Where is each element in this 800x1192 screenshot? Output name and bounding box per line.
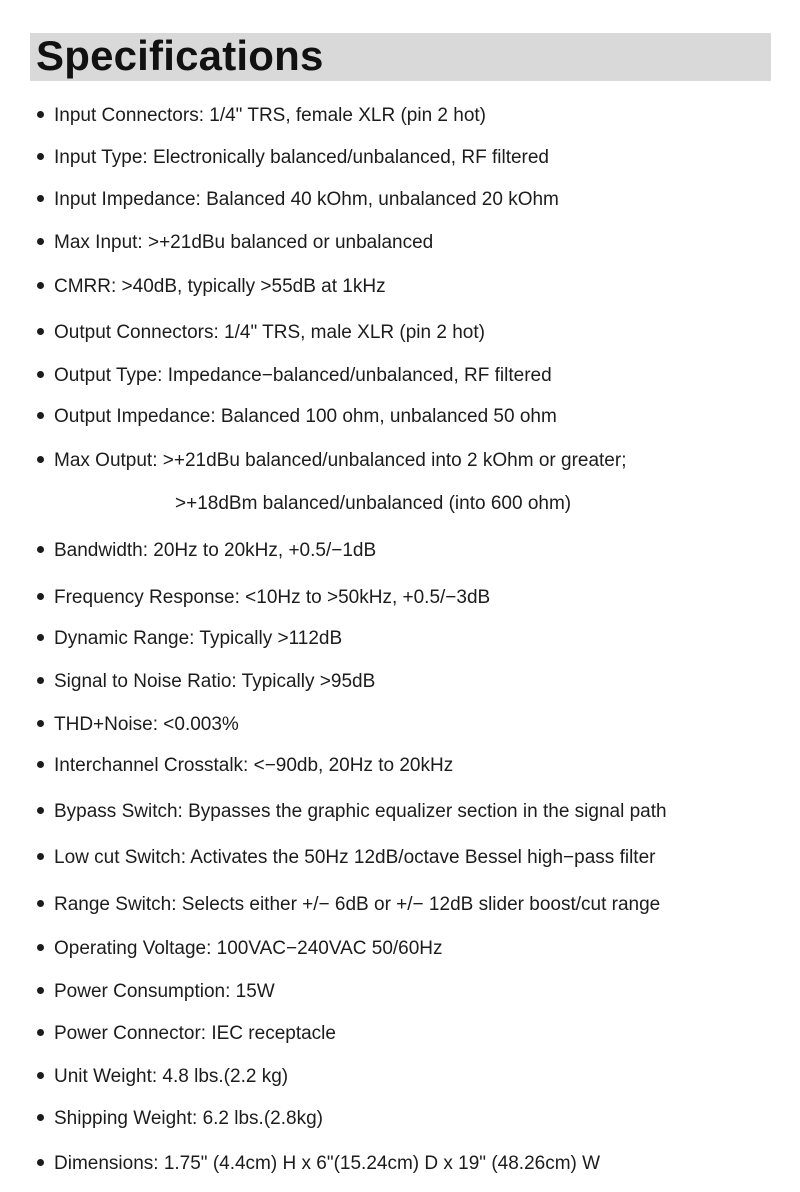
spec-item-input-type: [37, 146, 549, 170]
spec-item-max-output: [37, 449, 626, 473]
bullet-icon: [37, 546, 44, 553]
spec-item-input-impedance: [37, 188, 559, 212]
page-title: Specifications: [36, 32, 324, 79]
bullet-icon: [37, 807, 44, 814]
spec-item-max-output-continuation: >+18dBm balanced/unbalanced (into 600 ohm): [175, 493, 572, 514]
bullet-icon: [37, 412, 44, 419]
bullet-icon: [37, 677, 44, 684]
bullet-icon: [37, 900, 44, 907]
spec-item-power-consumption: [37, 980, 275, 1004]
spec-text: Range Switch: Selects either +/− 6dB or +/− 12dB slider boost/cut range: [54, 894, 661, 915]
spec-item-output-type: [37, 364, 552, 388]
spec-text: Unit Weight: 4.8 lbs.(2.2 kg): [54, 1066, 289, 1087]
spec-item-cmrr: [37, 275, 386, 299]
spec-text: Frequency Response: <10Hz to >50kHz, +0.5/−3dB: [54, 587, 491, 608]
bullet-icon: [37, 1114, 44, 1121]
spec-text: Max Output: >+21dBu balanced/unbalanced into 2 kOhm or greater;: [54, 450, 627, 471]
spec-text: Bypass Switch: Bypasses the graphic equalizer section in the signal path: [54, 801, 667, 822]
spec-text: Interchannel Crosstalk: <−90db, 20Hz to 20kHz: [54, 755, 454, 776]
spec-item-max-input: [37, 231, 433, 255]
bullet-icon: [37, 111, 44, 118]
spec-item-unit-weight: [37, 1065, 288, 1089]
bullet-icon: [37, 195, 44, 202]
spec-item-signal-to-noise: [37, 670, 375, 694]
spec-item-shipping-weight: [37, 1107, 323, 1131]
spec-text: Shipping Weight: 6.2 lbs.(2.8kg): [54, 1108, 323, 1129]
spec-text: Low cut Switch: Activates the 50Hz 12dB/octave Bessel high−pass filter: [54, 847, 656, 868]
spec-item-dynamic-range: [37, 627, 342, 651]
spec-item-operating-voltage: [37, 937, 443, 961]
spec-item-bandwidth: [37, 539, 376, 563]
bullet-icon: [37, 853, 44, 860]
spec-text: Max Input: >+21dBu balanced or unbalanced: [54, 232, 434, 253]
bullet-icon: [37, 371, 44, 378]
spec-text: Output Connectors: 1/4" TRS, male XLR (pin 2 hot): [54, 322, 485, 343]
spec-text: Power Connector: IEC receptacle: [54, 1023, 336, 1044]
spec-text: THD+Noise: <0.003%: [54, 714, 239, 735]
bullet-icon: [37, 1072, 44, 1079]
bullet-icon: [37, 593, 44, 600]
spec-text: Bandwidth: 20Hz to 20kHz, +0.5/−1dB: [54, 540, 377, 561]
bullet-icon: [37, 456, 44, 463]
spec-item-bypass-switch: [37, 800, 667, 824]
spec-text: Input Connectors: 1/4" TRS, female XLR (pin 2 hot): [54, 105, 486, 126]
spec-item-crosstalk: [37, 754, 453, 778]
bullet-icon: [37, 328, 44, 335]
spec-item-dimensions: [37, 1152, 600, 1176]
spec-item-thd-noise: [37, 713, 239, 737]
spec-text: Output Type: Impedance−balanced/unbalanced, RF filtered: [54, 365, 552, 386]
bullet-icon: [37, 1029, 44, 1036]
spec-text: Dynamic Range: Typically >112dB: [54, 628, 343, 649]
spec-text: Dimensions: 1.75" (4.4cm) H x 6"(15.24cm) D x 19" (48.26cm) W: [54, 1153, 601, 1174]
bullet-icon: [37, 238, 44, 245]
bullet-icon: [37, 634, 44, 641]
spec-text: Input Type: Electronically balanced/unbalanced, RF filtered: [54, 147, 550, 168]
spec-item-output-impedance: [37, 405, 557, 429]
spec-item-frequency-response: [37, 586, 490, 610]
spec-text: Signal to Noise Ratio: Typically >95dB: [54, 671, 376, 692]
spec-item-range-switch: [37, 893, 660, 917]
spec-text: Output Impedance: Balanced 100 ohm, unbalanced 50 ohm: [54, 406, 557, 427]
spec-text: Input Impedance: Balanced 40 kOhm, unbalanced 20 kOhm: [54, 189, 559, 210]
bullet-icon: [37, 282, 44, 289]
spec-item-power-connector: [37, 1022, 336, 1046]
spec-item-input-connectors: [37, 104, 486, 128]
spec-item-low-cut-switch: [37, 846, 655, 870]
bullet-icon: [37, 720, 44, 727]
spec-text: Power Consumption: 15W: [54, 981, 275, 1002]
bullet-icon: [37, 153, 44, 160]
bullet-icon: [37, 944, 44, 951]
spec-item-output-connectors: [37, 321, 485, 345]
bullet-icon: [37, 1159, 44, 1166]
bullet-icon: [37, 987, 44, 994]
bullet-icon: [37, 761, 44, 768]
spec-text: CMRR: >40dB, typically >55dB at 1kHz: [54, 276, 386, 297]
spec-text: Operating Voltage: 100VAC−240VAC 50/60Hz: [54, 938, 443, 959]
